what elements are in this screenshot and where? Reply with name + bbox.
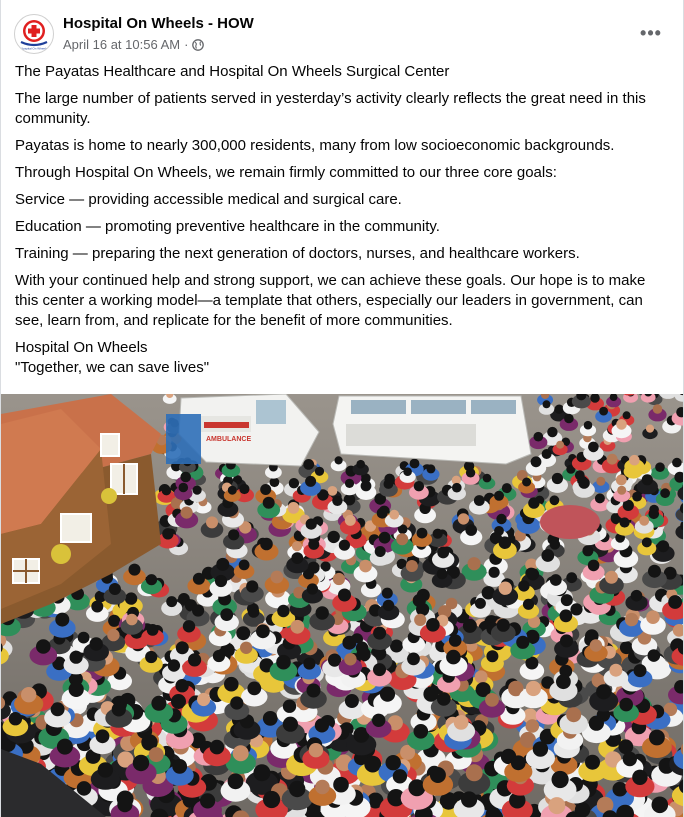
ambulance-label: AMBULANCE xyxy=(206,436,252,443)
page-name-link[interactable]: Hospital On Wheels - HOW xyxy=(63,15,254,32)
umbrella xyxy=(540,505,600,539)
post-paragraph: With your continued help and strong support, we can achieve these goals. Our hope is to make this center a working model—a template that others, especially our leaders in government, can see, learn from, and replicate for the benefit of more communities. xyxy=(15,272,646,329)
post-paragraph: Service — providing accessible medical and surgical care. xyxy=(15,191,402,208)
crowd-photo-illustration xyxy=(1,394,683,817)
post-paragraph: Education — promoting preventive healthcare in the community. xyxy=(15,218,440,235)
post-header xyxy=(14,12,669,56)
blue-tarp xyxy=(166,414,201,464)
post-paragraph: The large number of patients served in yesterday’s activity clearly reflects the great need in this community. xyxy=(15,90,646,127)
post-body xyxy=(15,62,671,378)
signature-name: Hospital On Wheels xyxy=(15,339,148,356)
avatar-caption: Hospital On Wheels xyxy=(20,46,48,51)
meta-separator: · xyxy=(184,37,189,52)
post-paragraph: Payatas is home to nearly 300,000 residents, many from low socioeconomic backgrounds. xyxy=(15,137,615,154)
more-options-icon[interactable]: ••• xyxy=(640,22,662,43)
post-paragraph: Through Hospital On Wheels, we remain firmly committed to our three core goals: xyxy=(15,164,557,181)
post-timestamp[interactable]: April 16 at 10:56 AM xyxy=(63,37,181,52)
signature-tagline: "Together, we can save lives" xyxy=(15,359,210,376)
post-paragraph: The Payatas Healthcare and Hospital On Wheels Surgical Center xyxy=(15,63,450,80)
post-photo[interactable] xyxy=(1,394,683,817)
post-paragraph: Training — preparing the next generation of doctors, nurses, and healthcare workers. xyxy=(15,245,580,262)
red-cross-logo-icon xyxy=(15,15,53,53)
ambulance-right xyxy=(333,396,531,464)
globe-icon[interactable] xyxy=(192,39,204,51)
avatar[interactable] xyxy=(14,14,54,54)
post-meta xyxy=(63,37,204,52)
